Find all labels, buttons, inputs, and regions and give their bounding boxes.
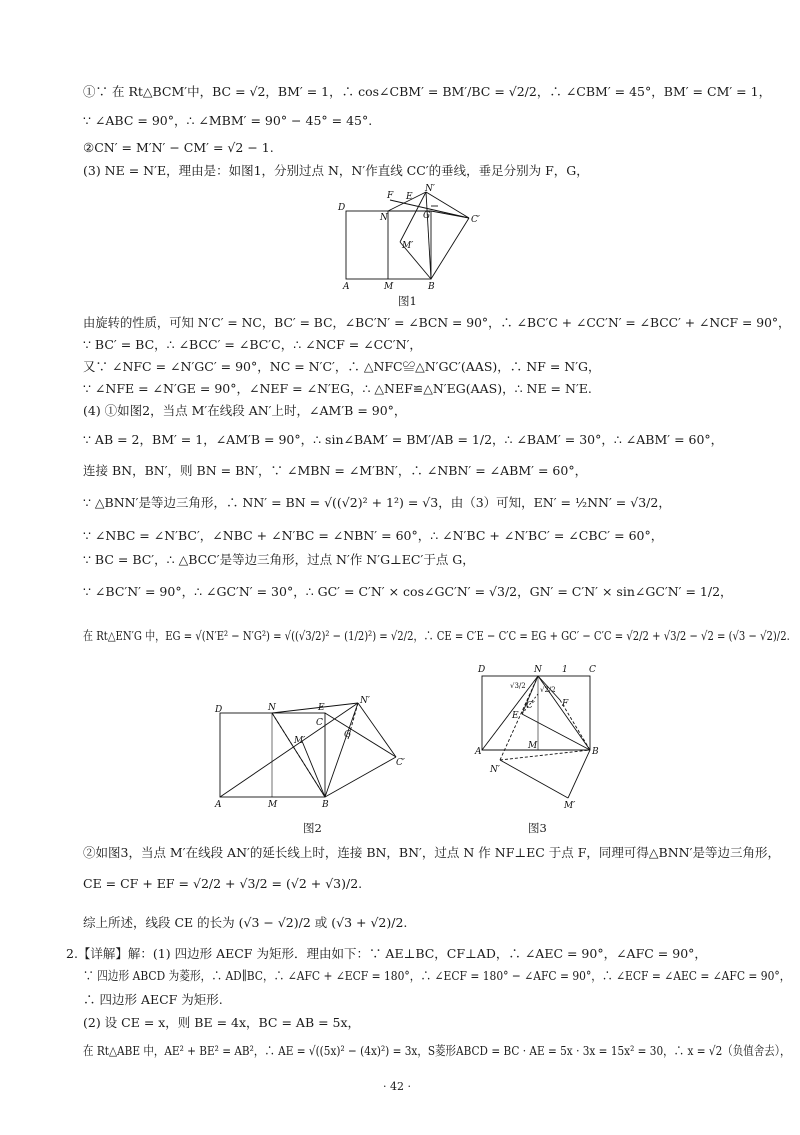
fig3-label-E: E xyxy=(512,711,519,721)
fig2-label-M: M xyxy=(268,800,278,810)
fig2-label-C: C xyxy=(316,718,323,728)
fig1-label-D: D xyxy=(338,203,346,213)
text-line-6: ∵ BC′ = BC，∴ ∠BCC′ = ∠BC′C，∴ ∠NCF = ∠CC′N′， xyxy=(83,337,422,352)
fig3-label-M: M xyxy=(528,741,538,751)
text-line-2: ∵ ∠ABC = 90°，∴ ∠MBM′ = 90° − 45° = 45°. xyxy=(83,113,373,128)
figure-3-caption: 图3 xyxy=(528,821,547,835)
text-line-16: 在 Rt△EN′G 中，EG = √(N′E² − N′G²) = √((√3/2)² − (1/2)²) = √2/2，∴ CE = C′E − C′C = EG + GC′ − C′C = √2/2 + √3/2 − √2 = (√3 − √2)/2. xyxy=(83,628,790,643)
fig3-label-sqrt2-over-2: √2/2 xyxy=(540,686,556,694)
fig2-label-B: B xyxy=(322,800,329,810)
fig2-label-E: E xyxy=(318,703,325,713)
fig2-label-A: A xyxy=(215,800,222,810)
text-line-12: ∵ △BNN′是等边三角形，∴ NN′ = BN = √((√2)² + 1²) = √3，由（3）可知，EN′ = ½NN′ = √3/2， xyxy=(83,495,671,510)
fig3-label-F: F xyxy=(562,699,569,709)
figure-3 xyxy=(470,660,630,815)
figure-1-caption: 图1 xyxy=(398,294,417,308)
fig3-label-D: D xyxy=(478,665,486,675)
text-line-18: CE = CF + EF = √2/2 + √3/2 = (√2 + √3)/2. xyxy=(83,876,363,891)
fig1-label-F: F xyxy=(387,191,394,201)
fig3-label-one: 1 xyxy=(562,665,568,675)
fig3-label-Np: N′ xyxy=(490,765,500,775)
text-line-8: ∵ ∠NFE = ∠N′GE = 90°，∠NEF = ∠N′EG，∴ △NEF≌△N′EG(AAS)，∴ NE = N′E. xyxy=(83,381,592,396)
fig2-label-Np: N′ xyxy=(360,696,370,706)
fig1-label-E: E xyxy=(406,192,413,202)
fig1-label-M: M xyxy=(384,282,394,292)
fig1-label-A: A xyxy=(343,282,350,292)
text-line-17: ②如图3，当点 M′在线段 AN′的延长线上时，连接 BN，BN′，过点 N 作 NF⊥EC 于点 F，同理可得△BNN′是等边三角形， xyxy=(83,845,780,860)
figure-2-caption: 图2 xyxy=(303,821,322,835)
figure-1 xyxy=(330,182,490,292)
fig3-label-B: B xyxy=(592,747,599,757)
fig1-label-G: G xyxy=(423,211,431,221)
fig3-label-Mp: M′ xyxy=(564,801,576,811)
fig3-label-Cp: C′ xyxy=(526,701,535,711)
fig2-label-G: G xyxy=(344,730,352,740)
fig3-label-N: N xyxy=(534,665,542,675)
text-line-15: ∵ ∠BC′N′ = 90°，∴ ∠GC′N′ = 30°，∴ GC′ = C′N′ × cos∠GC′N′ = √3/2，GN′ = C′N′ × sin∠GC′N′ = 1/2， xyxy=(83,584,733,599)
text-line-20: 2.【详解】解：(1) 四边形 AECF 为矩形．理由如下：∵ AE⊥BC，CF⊥AD，∴ ∠AEC = 90°，∠AFC = 90°， xyxy=(66,946,707,961)
fig2-label-Mp: M′ xyxy=(294,736,306,746)
fig1-label-Mp: M′ xyxy=(402,241,414,251)
text-line-5: 由旋转的性质，可知 N′C′ = NC，BC′ = BC，∠BC′N′ = ∠BCN = 90°，∴ ∠BC′C + ∠CC′N′ = ∠BCC′ + ∠NCF = 90°， xyxy=(83,315,791,330)
fig1-label-Np: N′ xyxy=(425,184,435,194)
fig3-label-sqrt3-over-2: √3/2 xyxy=(510,682,526,690)
text-line-4: (3) NE = N′E，理由是：如图1，分别过点 N，N′作直线 CC′的垂线，垂足分别为 F，G， xyxy=(83,163,589,178)
text-line-22: ∴ 四边形 AECF 为矩形. xyxy=(83,992,223,1007)
page-number: · 42 · xyxy=(383,1080,411,1093)
text-line-10: ∵ AB = 2，BM′ = 1，∠AM′B = 90°，∴ sin∠BAM′ = BM′/AB = 1/2，∴ ∠BAM′ = 30°，∴ ∠ABM′ = 60°， xyxy=(83,432,724,447)
text-line-24: 在 Rt△ABE 中，AE² + BE² = AB²，∴ AE = √((5x)² − (4x)²) = 3x，S菱形ABCD = BC · AE = 5x · 3x = 15x² = 30，∴ x = √2（负值舍去）， xyxy=(83,1043,791,1058)
text-line-19: 综上所述，线段 CE 的长为 (√3 − √2)/2 或 (√3 + √2)/2. xyxy=(83,915,408,930)
fig2-label-N: N xyxy=(268,703,276,713)
text-line-11: 连接 BN，BN′，则 BN = BN′，∵ ∠MBN = ∠M′BN′，∴ ∠NBN′ = ∠ABM′ = 60°， xyxy=(83,463,588,478)
fig2-label-Cp: C′ xyxy=(396,758,405,768)
text-line-21: ∵ 四边形 ABCD 为菱形，∴ AD∥BC，∴ ∠AFC + ∠ECF = 180°，∴ ∠ECF = 180° − ∠AFC = 90°，∴ ∠ECF = ∠AEC = ∠AFC = 90°， xyxy=(83,968,791,983)
figure-2 xyxy=(210,695,415,815)
text-line-14: ∵ BC = BC′，∴ △BCC′是等边三角形，过点 N′作 N′G⊥EC′于点 G， xyxy=(83,552,475,567)
fig2-label-D: D xyxy=(215,705,223,715)
fig3-label-A: A xyxy=(475,747,482,757)
text-line-7: 又∵ ∠NFC = ∠N′GC′ = 90°，NC = N′C′，∴ △NFC≌△N′GC′(AAS)，∴ NF = N′G， xyxy=(83,359,601,374)
text-line-9: (4) ①如图2，当点 M′在线段 AN′上时，∠AM′B = 90°， xyxy=(83,403,407,418)
text-line-3: ②CN′ = M′N′ − CM′ = √2 − 1. xyxy=(83,140,274,155)
text-line-13: ∵ ∠NBC = ∠N′BC′，∠NBC + ∠N′BC = ∠NBN′ = 60°，∴ ∠N′BC + ∠N′BC′ = ∠CBC′ = 60°， xyxy=(83,528,664,543)
text-line-23: (2) 设 CE = x，则 BE = 4x，BC = AB = 5x， xyxy=(83,1015,361,1030)
fig1-label-N: N xyxy=(380,213,388,223)
fig1-label-Cp: C′ xyxy=(471,215,480,225)
fig3-label-C: C xyxy=(589,665,596,675)
text-line-1: ①∵ 在 Rt△BCM′中，BC = √2，BM′ = 1，∴ cos∠CBM′ = BM′/BC = √2/2，∴ ∠CBM′ = 45°，BM′ = CM′ = 1， xyxy=(83,84,772,99)
fig1-label-B: B xyxy=(428,282,435,292)
